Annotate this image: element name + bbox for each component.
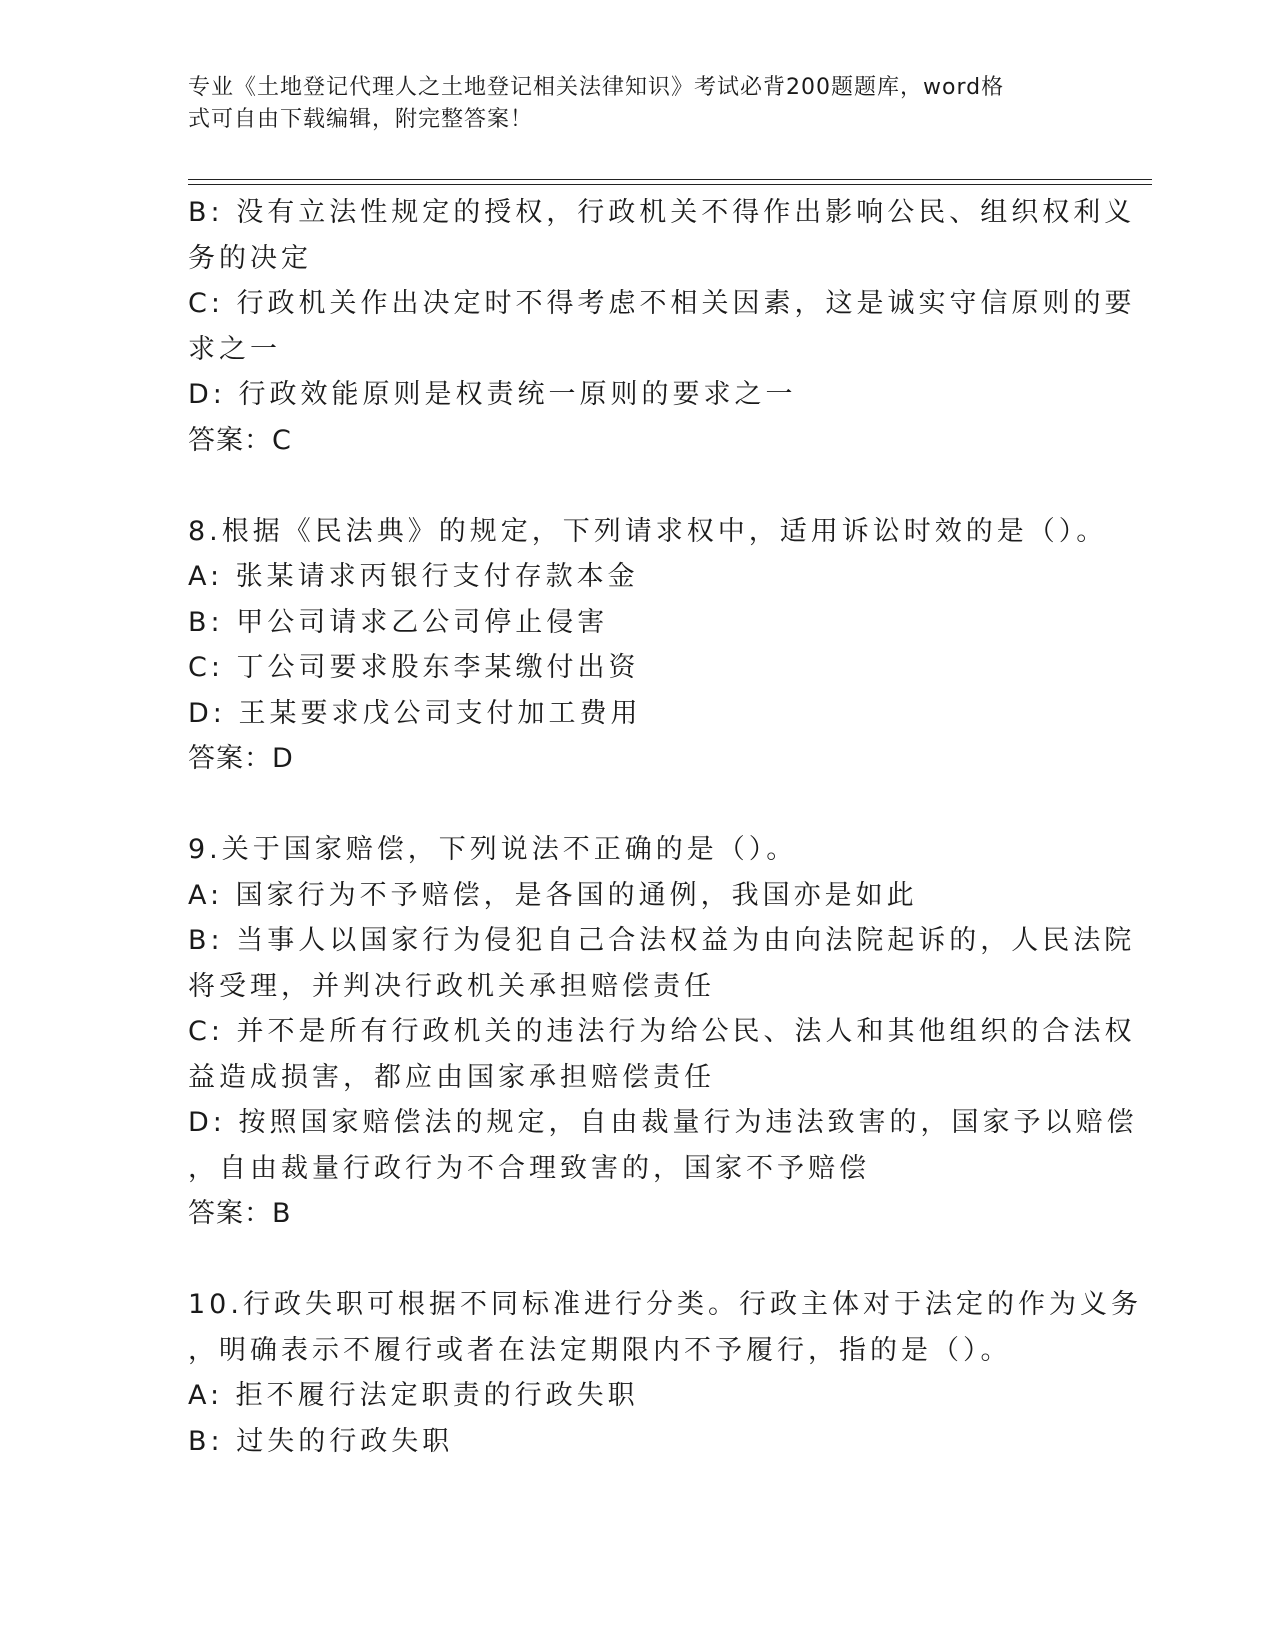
- q8-answer: 答案：D: [188, 743, 294, 774]
- q8-stem: 8.根据《民法典》的规定，下列请求权中，适用诉讼时效的是（）。: [188, 515, 1108, 547]
- document-header: [188, 72, 1068, 136]
- q10-stem-line1: 10.行政失职可根据不同标准进行分类。行政主体对于法定的作为义务: [188, 1289, 1142, 1320]
- q8-option-c: C: 丁公司要求股东李某缴付出资: [188, 652, 640, 683]
- q9-option-b-line1: B: 当事人以国家行为侵犯自己合法权益为由向法院起诉的，人民法院: [188, 925, 1136, 956]
- document-body: [188, 190, 1142, 1464]
- q8-option-d: D: 王某要求戊公司支付加工费用: [188, 697, 642, 729]
- spacer: [188, 782, 1088, 828]
- q7-option-d: D: 行政效能原则是权责统一原则的要求之一: [188, 379, 797, 410]
- q7-option-c-line2: 求之一: [188, 333, 281, 365]
- q7-answer: 答案：C: [188, 424, 292, 456]
- q7-option-c-line1: C: 行政机关作出决定时不得考虑不相关因素，这是诚实守信原则的要: [188, 288, 1136, 319]
- q9-answer: 答案：B: [188, 1198, 292, 1229]
- question-9: [188, 827, 1138, 1237]
- question-10: [188, 1282, 1142, 1464]
- q10-stem-line2: ，明确表示不履行或者在法定期限内不予履行，指的是（）。: [188, 1334, 1012, 1366]
- spacer: [188, 1237, 1088, 1283]
- q7-option-b-line1: B: 没有立法性规定的授权，行政机关不得作出影响公民、组织权利义: [188, 197, 1136, 228]
- q7-option-b-line2: 务的决定: [188, 242, 312, 274]
- q9-option-c-line2: 益造成损害，都应由国家承担赔偿责任: [188, 1061, 715, 1093]
- q9-option-d-line1: D: 按照国家赔偿法的规定，自由裁量行为违法致害的，国家予以赔偿: [188, 1107, 1138, 1138]
- question-7: [188, 190, 1136, 463]
- q10-option-a: A: 拒不履行法定职责的行政失职: [188, 1380, 639, 1411]
- q8-option-b: B: 甲公司请求乙公司停止侵害: [188, 606, 609, 638]
- q9-option-c-line1: C: 并不是所有行政机关的违法行为给公民、法人和其他组织的合法权: [188, 1016, 1136, 1047]
- header-line-1: 专业《土地登记代理人之土地登记相关法律知识》考试必背200题题库，word格: [188, 75, 1005, 100]
- question-8: [188, 509, 1108, 782]
- q9-option-a: A: 国家行为不予赔偿，是各国的通例，我国亦是如此: [188, 879, 918, 911]
- q9-option-b-line2: 将受理，并判决行政机关承担赔偿责任: [188, 970, 715, 1002]
- header-line-2: 式可自由下载编辑，附完整答案！: [188, 107, 534, 132]
- q9-option-d-line2: ，自由裁量行政行为不合理致害的，国家不予赔偿: [188, 1152, 870, 1184]
- q10-option-b: B: 过失的行政失职: [188, 1425, 454, 1457]
- spacer: [188, 463, 1088, 509]
- q8-option-a: A: 张某请求丙银行支付存款本金: [188, 561, 639, 592]
- q9-stem: 9.关于国家赔偿，下列说法不正确的是（）。: [188, 834, 798, 865]
- header-rule-bottom: [188, 184, 1152, 185]
- header-rule-top: [188, 179, 1152, 180]
